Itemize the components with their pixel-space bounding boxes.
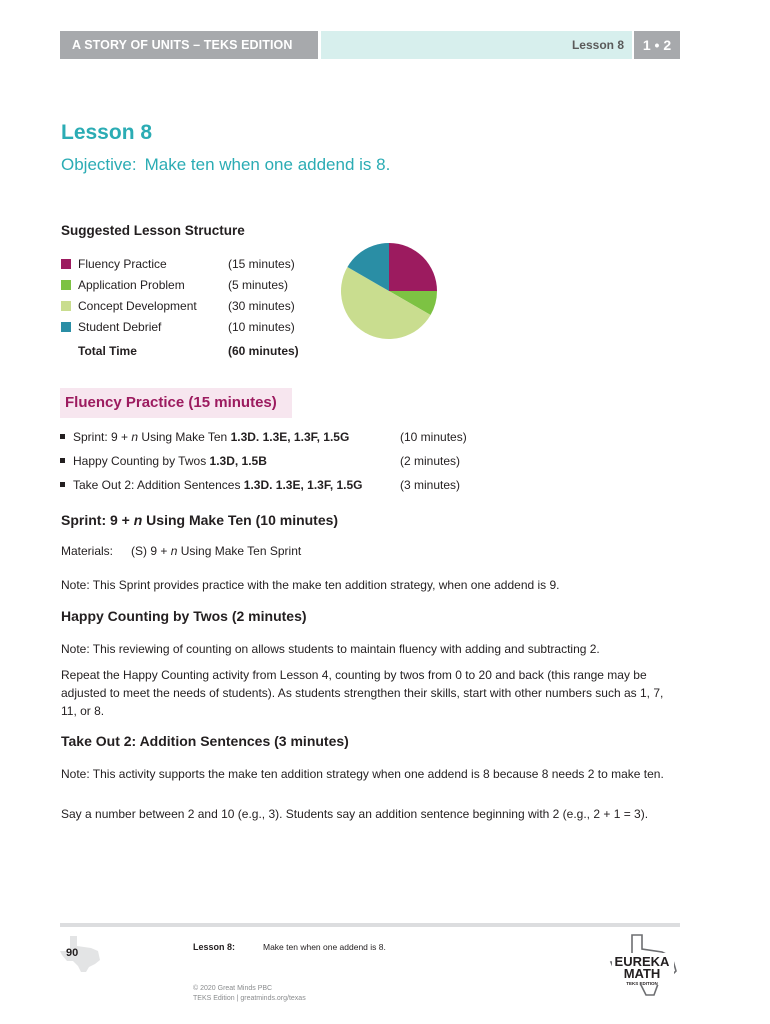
lesson-structure-pie-chart (340, 240, 438, 342)
grade-module-badge: 1 • 2 (634, 31, 680, 59)
structure-row (61, 319, 321, 340)
structure-item-name: Concept Development (78, 299, 197, 313)
structure-item-minutes: (15 minutes) (228, 257, 295, 271)
structure-swatch (61, 280, 71, 290)
footer-objective: Make ten when one addend is 8. (263, 942, 386, 952)
footer-divider (60, 923, 680, 927)
structure-table (61, 256, 321, 364)
structure-swatch (61, 322, 71, 332)
take-out-heading: Take Out 2: Addition Sentences (3 minutes) (61, 733, 349, 749)
take-out-body: Say a number between 2 and 10 (e.g., 3). Students say an addition sentence beginning with 2 (e.g., 2 + 1 = 3). (61, 807, 649, 821)
fluency-item-minutes: (3 minutes) (400, 478, 461, 492)
happy-counting-body: Repeat the Happy Counting activity from Lesson 4, counting by twos from 0 to 20 and back (this range may be adjusted to meet the needs of students). As students strengthen their skills, start with other numbers such as 1, 7, 11, or 8. (61, 668, 664, 718)
fluency-item-minutes: (2 minutes) (400, 454, 461, 468)
bullet-icon (60, 434, 65, 439)
sprint-heading: Sprint: 9 + n Using Make Ten (10 minutes) (61, 512, 339, 528)
lesson-title: Lesson 8 (61, 121, 153, 144)
fluency-item-text: Sprint: 9 + n Using Make Ten 1.3D. 1.3E, 1.3F, 1.5G (73, 430, 350, 444)
header-lesson: Lesson 8 (321, 31, 632, 59)
pie-slice-fluency-practice (389, 243, 437, 291)
structure-total-row (61, 343, 321, 364)
bullet-icon (60, 458, 65, 463)
structure-swatch (61, 259, 71, 269)
sprint-materials: Materials: (S) 9 + n Using Make Ten Sprint (61, 544, 302, 558)
fluency-item-minutes: (10 minutes) (400, 430, 467, 444)
eureka-math-logo (608, 933, 680, 997)
structure-item-name: Fluency Practice (78, 257, 167, 271)
materials-label: Materials: (61, 544, 114, 558)
objective-text: Make ten when one addend is 8. (144, 155, 391, 174)
structure-item-name: Student Debrief (78, 320, 162, 334)
svg-text:TEKS EDITION: TEKS EDITION (626, 981, 658, 986)
footer-copyright (193, 984, 306, 1004)
structure-item-minutes: (10 minutes) (228, 320, 295, 334)
structure-item-minutes: (30 minutes) (228, 299, 295, 313)
svg-text:MATH: MATH (623, 966, 661, 981)
structure-row (61, 298, 321, 319)
structure-row (61, 277, 321, 298)
happy-counting-heading: Happy Counting by Twos (2 minutes) (61, 608, 307, 624)
structure-swatch (61, 301, 71, 311)
structure-title: Suggested Lesson Structure (61, 223, 245, 238)
total-minutes: (60 minutes) (228, 344, 299, 358)
page-number: 90 (66, 947, 79, 959)
teks-codes: 1.3D. 1.3E, 1.3F, 1.5G (230, 430, 350, 444)
header-bar (60, 31, 680, 59)
sprint-note: Note: This Sprint provides practice with the make ten addition strategy, when one addend is 9. (61, 578, 560, 592)
structure-item-minutes: (5 minutes) (228, 278, 289, 292)
bullet-icon (60, 482, 65, 487)
footer-lesson-label: Lesson 8: (193, 942, 236, 952)
edition-line: TEKS Edition | greatminds.org/texas (193, 995, 306, 1002)
fluency-heading: Fluency Practice (15 minutes) (60, 388, 292, 418)
teks-codes: 1.3D, 1.5B (209, 454, 267, 468)
fluency-item-text: Take Out 2: Addition Sentences 1.3D. 1.3E, 1.3F, 1.5G (73, 478, 363, 492)
objective (61, 155, 390, 175)
fluency-item (60, 477, 680, 501)
svg-text:EUREKA: EUREKA (614, 954, 670, 969)
structure-row (61, 256, 321, 277)
fluency-item (60, 429, 680, 453)
copyright-line: © 2020 Great Minds PBC (193, 985, 273, 992)
fluency-item (60, 453, 680, 477)
fluency-list (60, 429, 680, 501)
objective-label: Objective: (61, 155, 137, 174)
series-title: A STORY OF UNITS – TEKS EDITION (60, 31, 318, 59)
take-out-note: Note: This activity supports the make ten addition strategy when one addend is 8 because 8 needs 2 to make ten. (61, 767, 664, 781)
happy-counting-note: Note: This reviewing of counting on allows students to maintain fluency with adding and subtracting 2. (61, 642, 600, 656)
teks-codes: 1.3D. 1.3E, 1.3F, 1.5G (243, 478, 363, 492)
structure-item-name: Application Problem (78, 278, 185, 292)
total-label: Total Time (78, 344, 137, 358)
fluency-item-text: Happy Counting by Twos 1.3D, 1.5B (73, 454, 267, 468)
